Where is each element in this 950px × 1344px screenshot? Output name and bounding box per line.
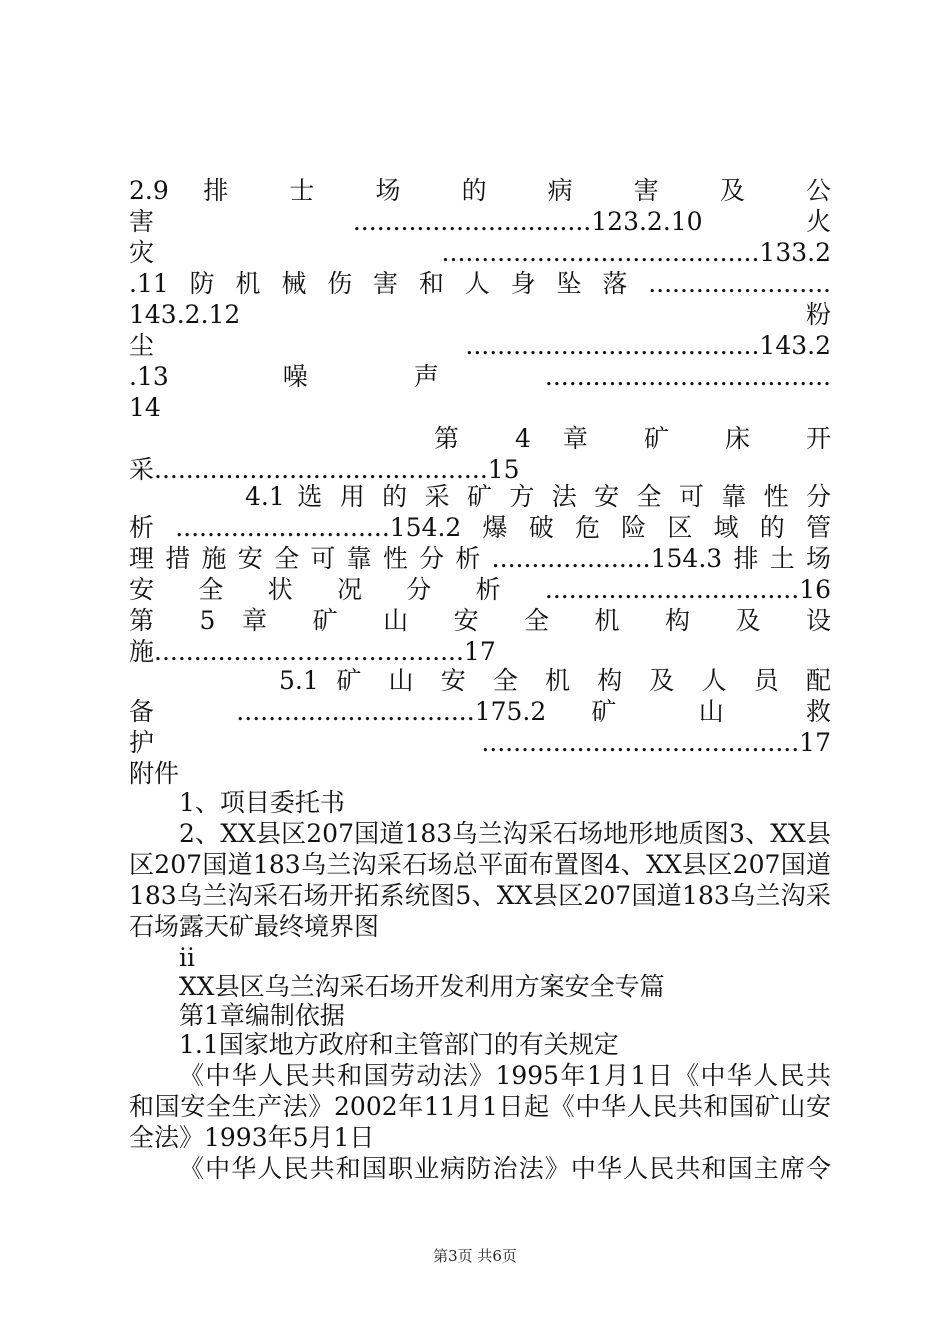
text-line: 析...........................154.2爆破危险区域的管 (129, 513, 831, 542)
text-line: 1、项目委托书 (179, 788, 345, 817)
text-line: 2.9 排 士 场 的 病 害 及 公 (129, 176, 831, 205)
text-line: 《中华人民共和国劳动法》1995年1月1日《中华人民共 (179, 1061, 831, 1090)
text-line: 理措施安全可靠性分析....................154.3排土场 (129, 544, 831, 573)
text-line: .13 噪声.................................... (129, 362, 831, 391)
text-line: .11防机械伤害和人身坠落....................... (129, 269, 831, 298)
text-line: 安全状况分析................................16 (129, 575, 831, 604)
text-line: 和国安全生产法》2002年11月1日起《中华人民共和国矿山安 (129, 1092, 831, 1121)
text-line: 5.1 矿 山 安 全 机 构 及 人 员 配 (279, 666, 831, 695)
text-line: 183乌兰沟采石场开拓系统图5、XX县区207国道183乌兰沟采 (129, 881, 831, 910)
page-footer: 第3页 共6页 (433, 1247, 517, 1265)
text-line: 石场露天矿最终境界图 (129, 912, 380, 941)
text-line: 全法》1993年5月1日 (129, 1123, 375, 1152)
text-line: 采..........................................15 (129, 455, 520, 484)
text-line: 害 ..............................123.2.10 火 (129, 207, 831, 236)
text-line: 14 (129, 393, 161, 422)
text-line: ii (179, 943, 195, 972)
text-line: 第 5 章 矿 山 安 全 机 构 及 设 (129, 606, 831, 635)
text-line: 4.1 选 用 的 采 矿 方 法 安 全 可 靠 性 分 (245, 482, 831, 511)
text-line: 护........................................17 (129, 728, 831, 757)
text-line: 2、XX县区207国道183乌兰沟采石场地形地质图3、XX县 (179, 819, 831, 848)
text-line: 灾........................................133.2 (129, 238, 831, 267)
text-line: 施.......................................17 (129, 637, 496, 666)
text-line: 尘.....................................143.2 (129, 331, 831, 360)
text-line: 143.2.12 粉 (129, 300, 831, 329)
text-line: 第1章编制依据 (179, 1001, 345, 1030)
text-line: XX县区乌兰沟采石场开发利用方案安全专篇 (179, 972, 665, 1001)
text-line: 第 4 章 矿 床 开 (434, 424, 831, 453)
text-line: 备 ..............................175.2 矿 山 救 (129, 697, 831, 726)
text-line: 《中华人民共和国职业病防治法》中华人民共和国主席令 (179, 1154, 831, 1183)
text-line: 区207国道183乌兰沟采石场总平面布置图4、XX县区207国道 (129, 850, 831, 879)
text-line: 1.1国家地方政府和主管部门的有关规定 (179, 1030, 619, 1059)
text-line: 附件 (129, 759, 180, 788)
